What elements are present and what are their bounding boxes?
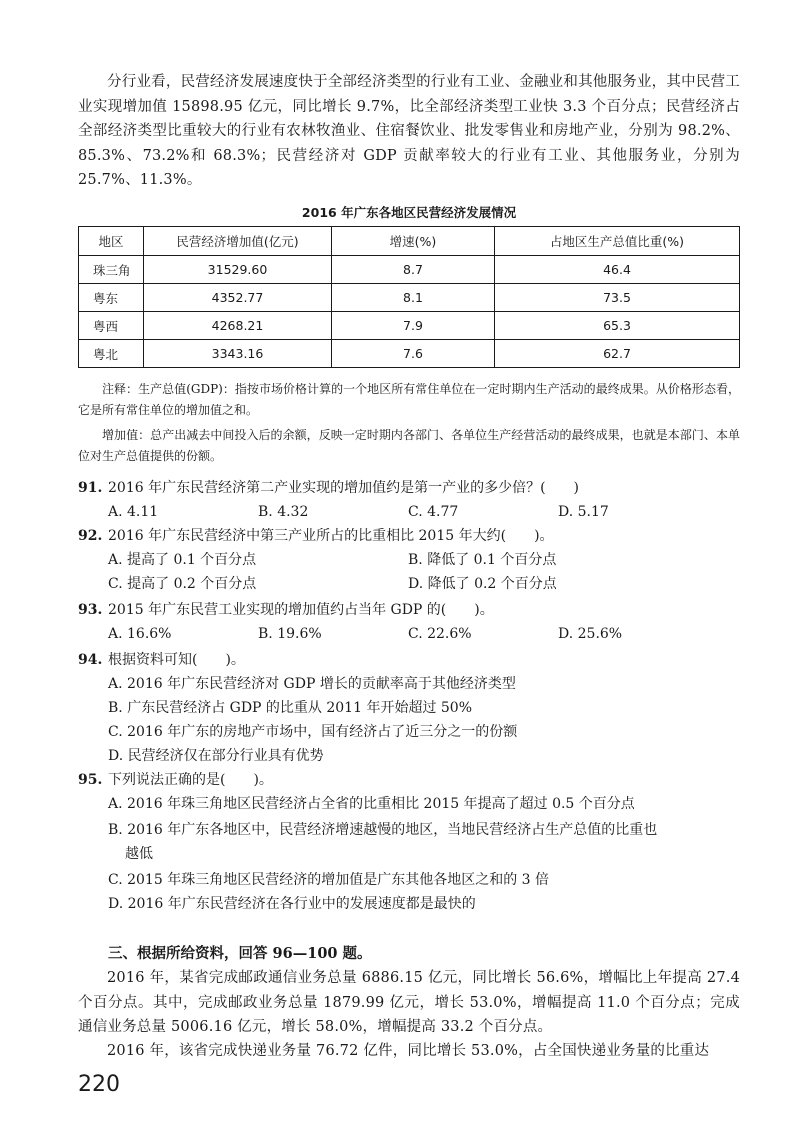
option-d[interactable]: D. 2016 年广东民营经济在各行业中的发展速度都是最快的 xyxy=(108,896,476,912)
option-d[interactable]: D. 25.6% xyxy=(558,626,623,642)
note-added-value: 增加值：总产出减去中间投入后的余额，反映一定时期内各部门、各单位生产经营活动的最终成果，也就是本部门、本单位对生产总值提供的份额。 xyxy=(78,428,740,463)
cell-added-value: 3343.16 xyxy=(144,340,332,368)
question-number: 91. xyxy=(78,480,103,496)
option-b-continued: 越低 xyxy=(125,846,153,862)
regional-data-table xyxy=(78,226,740,368)
table-row xyxy=(79,284,740,312)
cell-growth: 8.7 xyxy=(332,256,495,284)
question-93 xyxy=(78,598,740,622)
cell-growth: 7.9 xyxy=(332,312,495,340)
table-row xyxy=(79,256,740,284)
header-added-value: 民营经济增加值(亿元) xyxy=(144,227,332,256)
question-number: 94. xyxy=(78,652,103,668)
option-c[interactable]: C. 2015 年珠三角地区民营经济的增加值是广东其他各地区之和的 3 倍 xyxy=(108,872,549,888)
section3-paragraph-1: 2016 年，某省完成邮政通信业务总量 6886.15 亿元，同比增长 56.6%，增幅比上年提高 27.4 个百分点。其中，完成邮政业务总量 1879.99 亿元，增长 53.0%，增幅提高 11.0 个百分点；完成通信业务总量 5006.16 亿元，增长 58.0%，增幅提高 33.2 个百分点。 xyxy=(78,970,740,1035)
header-region: 地区 xyxy=(79,227,144,256)
header-share: 占地区生产总值比重(%) xyxy=(495,227,740,256)
option-a[interactable]: A. 2016 年珠三角地区民营经济占全省的比重相比 2015 年提高了超过 0.5 个百分点 xyxy=(108,796,635,812)
cell-region: 粤东 xyxy=(79,284,144,312)
cell-growth: 8.1 xyxy=(332,284,495,312)
section3-paragraph-2: 2016 年，该省完成快递业务量 76.72 亿件，同比增长 53.0%，占全国快递业务量的比重达 xyxy=(107,1043,710,1059)
cell-share: 62.7 xyxy=(495,340,740,368)
cell-share: 46.4 xyxy=(495,256,740,284)
option-a[interactable]: A. 提高了 0.1 个百分点 xyxy=(108,552,257,568)
cell-growth: 7.6 xyxy=(332,340,495,368)
option-c[interactable]: C. 2016 年广东的房地产市场中，国有经济占了近三分之一的份额 xyxy=(108,724,518,740)
section-heading: 三、根据所给资料，回答 96—100 题。 xyxy=(108,945,372,962)
table-row xyxy=(79,340,740,368)
header-growth: 增速(%) xyxy=(332,227,495,256)
question-text: 根据资料可知( )。 xyxy=(108,652,245,668)
option-d[interactable]: D. 民营经济仅在部分行业具有优势 xyxy=(108,748,324,764)
option-a[interactable]: A. 16.6% xyxy=(108,626,172,642)
cell-region: 珠三角 xyxy=(79,256,144,284)
cell-share: 65.3 xyxy=(495,312,740,340)
option-c[interactable]: C. 4.77 xyxy=(408,504,459,520)
option-d[interactable]: D. 5.17 xyxy=(558,504,609,520)
option-a[interactable]: A. 4.11 xyxy=(108,504,159,520)
question-94 xyxy=(78,648,740,672)
option-b[interactable]: B. 2016 年广东各地区中，民营经济增速越慢的地区，当地民营经济占生产总值的比重也 xyxy=(108,822,658,838)
question-number: 95. xyxy=(78,772,103,788)
option-d[interactable]: D. 降低了 0.2 个百分点 xyxy=(408,576,557,592)
option-b[interactable]: B. 广东民营经济占 GDP 的比重从 2011 年开始超过 50% xyxy=(108,700,473,716)
question-number: 93. xyxy=(78,602,103,618)
cell-region: 粤北 xyxy=(79,340,144,368)
question-number: 92. xyxy=(78,528,103,544)
table-header-row xyxy=(79,227,740,256)
question-91 xyxy=(78,476,740,500)
cell-share: 73.5 xyxy=(495,284,740,312)
cell-region: 粤西 xyxy=(79,312,144,340)
option-b[interactable]: B. 降低了 0.1 个百分点 xyxy=(408,552,557,568)
question-text: 下列说法正确的是( )。 xyxy=(108,772,273,788)
cell-added-value: 4268.21 xyxy=(144,312,332,340)
option-c[interactable]: C. 提高了 0.2 个百分点 xyxy=(108,576,257,592)
cell-added-value: 31529.60 xyxy=(144,256,332,284)
option-b[interactable]: B. 4.32 xyxy=(258,504,309,520)
option-a[interactable]: A. 2016 年广东民营经济对 GDP 增长的贡献率高于其他经济类型 xyxy=(108,676,516,692)
question-95 xyxy=(78,768,740,792)
option-c[interactable]: C. 22.6% xyxy=(408,626,472,642)
table-title: 2016 年广东各地区民营经济发展情况 xyxy=(301,205,517,220)
cell-added-value: 4352.77 xyxy=(144,284,332,312)
question-text: 2015 年广东民营工业实现的增加值约占当年 GDP 的( )。 xyxy=(108,602,494,618)
option-b[interactable]: B. 19.6% xyxy=(258,626,322,642)
page-number: 220 xyxy=(78,1072,120,1097)
question-text: 2016 年广东民营经济中第三产业所占的比重相比 2015 年大约( )。 xyxy=(108,528,554,544)
note-gdp: 注释：生产总值(GDP)：指按市场价格计算的一个地区所有常住单位在一定时期内生产活动的最终成果。从价格形态看，它是所有常住单位的增加值之和。 xyxy=(78,382,740,417)
question-92 xyxy=(78,524,740,548)
question-text: 2016 年广东民营经济第二产业实现的增加值约是第一产业的多少倍？( ) xyxy=(108,480,580,496)
intro-paragraph: 分行业看，民营经济发展速度快于全部经济类型的行业有工业、金融业和其他服务业，其中民营工业实现增加值 15898.95 亿元，同比增长 9.7%，比全部经济类型工业快 3.3 个百分点；民营经济占全部经济类型比重较大的行业有农林牧渔业、住宿餐饮业、批发零售业和房地产业，分别为 98.2%、85.3%、73.2%和 68.3%；民营经济对 GDP 贡献率较大的行业有工业、其他服务业，分别为 25.7%、11.3%。 xyxy=(78,74,740,188)
table-row xyxy=(79,312,740,340)
